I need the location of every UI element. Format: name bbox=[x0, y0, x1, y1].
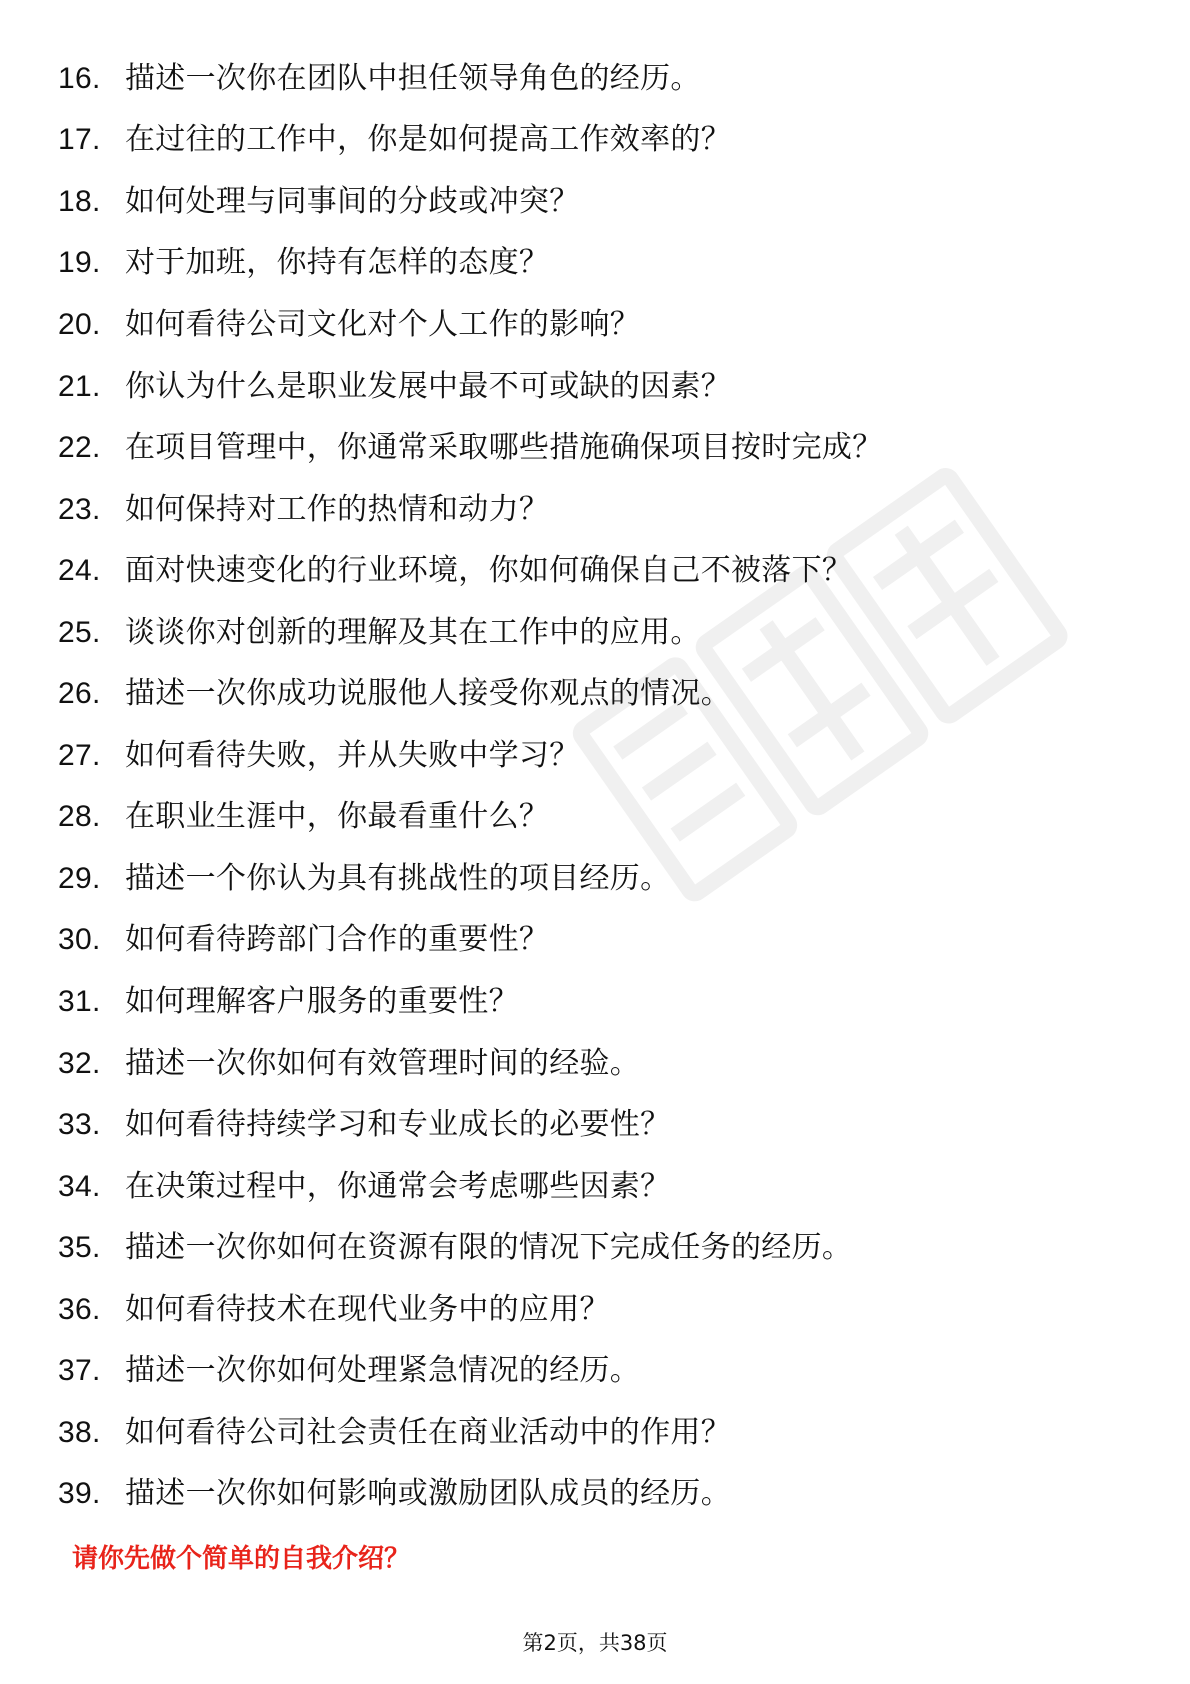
question-item bbox=[58, 1217, 883, 1279]
question-number: 17. bbox=[58, 123, 101, 157]
question-item bbox=[58, 171, 883, 233]
question-number: 32. bbox=[58, 1046, 101, 1080]
question-item bbox=[58, 787, 883, 849]
question-item bbox=[58, 1464, 883, 1526]
page-footer: 第2页，共38页 bbox=[522, 1631, 668, 1655]
question-item bbox=[58, 110, 883, 172]
question-number: 21. bbox=[58, 369, 101, 403]
question-text: 面对快速变化的行业环境，你如何确保自己不被落下？ bbox=[125, 553, 853, 589]
question-item bbox=[58, 1402, 883, 1464]
question-number: 16. bbox=[58, 61, 101, 95]
question-text: 在过往的工作中，你是如何提高工作效率的？ bbox=[125, 122, 731, 158]
question-number: 25. bbox=[58, 615, 101, 649]
question-item bbox=[58, 725, 883, 787]
question-text: 如何看待公司社会责任在商业活动中的作用？ bbox=[125, 1414, 731, 1450]
question-text: 描述一次你成功说服他人接受你观点的情况。 bbox=[125, 676, 731, 712]
question-number: 18. bbox=[58, 184, 101, 218]
question-item bbox=[58, 1340, 883, 1402]
question-item bbox=[58, 540, 883, 602]
question-text: 对于加班，你持有怎样的态度？ bbox=[125, 245, 550, 281]
question-text: 在决策过程中，你通常会考虑哪些因素？ bbox=[125, 1168, 671, 1204]
question-item bbox=[58, 1033, 883, 1095]
question-number: 34. bbox=[58, 1169, 101, 1203]
question-text: 在职业生涯中，你最看重什么？ bbox=[125, 799, 550, 835]
self-intro-prompt: 请你先做个简单的自我介绍？ bbox=[72, 1544, 411, 1574]
question-text: 描述一次你在团队中担任领导角色的经历。 bbox=[125, 60, 701, 96]
question-number: 24. bbox=[58, 554, 101, 588]
question-text: 如何看待失败，并从失败中学习？ bbox=[125, 737, 580, 773]
question-text: 你认为什么是职业发展中最不可或缺的因素？ bbox=[125, 368, 731, 404]
question-item bbox=[58, 1279, 883, 1341]
question-number: 26. bbox=[58, 677, 101, 711]
question-number: 30. bbox=[58, 923, 101, 957]
question-number: 36. bbox=[58, 1292, 101, 1326]
question-text: 如何看待技术在现代业务中的应用？ bbox=[125, 1291, 610, 1327]
question-number: 39. bbox=[58, 1477, 101, 1511]
question-text: 描述一次你如何处理紧急情况的经历。 bbox=[125, 1353, 641, 1389]
question-text: 如何处理与同事间的分歧或冲突？ bbox=[125, 183, 580, 219]
question-item bbox=[58, 602, 883, 664]
question-item bbox=[58, 1156, 883, 1218]
question-number: 29. bbox=[58, 861, 101, 895]
question-item bbox=[58, 663, 883, 725]
question-number: 28. bbox=[58, 800, 101, 834]
question-text: 描述一次你如何在资源有限的情况下完成任务的经历。 bbox=[125, 1230, 853, 1266]
question-number: 33. bbox=[58, 1108, 101, 1142]
question-number: 23. bbox=[58, 492, 101, 526]
question-item bbox=[58, 417, 883, 479]
question-text: 如何保持对工作的热情和动力？ bbox=[125, 491, 550, 527]
question-item bbox=[58, 910, 883, 972]
question-item bbox=[58, 294, 883, 356]
question-item bbox=[58, 971, 883, 1033]
question-text: 如何看待持续学习和专业成长的必要性？ bbox=[125, 1107, 671, 1143]
question-item bbox=[58, 48, 883, 110]
question-text: 在项目管理中，你通常采取哪些措施确保项目按时完成？ bbox=[125, 430, 883, 466]
question-number: 19. bbox=[58, 246, 101, 280]
question-number: 38. bbox=[58, 1415, 101, 1449]
question-text: 如何理解客户服务的重要性？ bbox=[125, 983, 519, 1019]
question-text: 谈谈你对创新的理解及其在工作中的应用。 bbox=[125, 614, 701, 650]
question-text: 描述一个你认为具有挑战性的项目经历。 bbox=[125, 860, 671, 896]
question-item bbox=[58, 356, 883, 418]
question-number: 20. bbox=[58, 307, 101, 341]
question-text: 描述一次你如何有效管理时间的经验。 bbox=[125, 1045, 641, 1081]
question-number: 27. bbox=[58, 738, 101, 772]
question-number: 22. bbox=[58, 431, 101, 465]
question-item bbox=[58, 1094, 883, 1156]
question-text: 如何看待公司文化对个人工作的影响？ bbox=[125, 306, 641, 342]
question-number: 31. bbox=[58, 984, 101, 1018]
question-list bbox=[58, 48, 883, 1525]
question-number: 35. bbox=[58, 1231, 101, 1265]
question-item bbox=[58, 233, 883, 295]
question-text: 如何看待跨部门合作的重要性？ bbox=[125, 922, 550, 958]
question-number: 37. bbox=[58, 1354, 101, 1388]
question-item bbox=[58, 848, 883, 910]
question-item bbox=[58, 479, 883, 541]
question-text: 描述一次你如何影响或激励团队成员的经历。 bbox=[125, 1476, 731, 1512]
